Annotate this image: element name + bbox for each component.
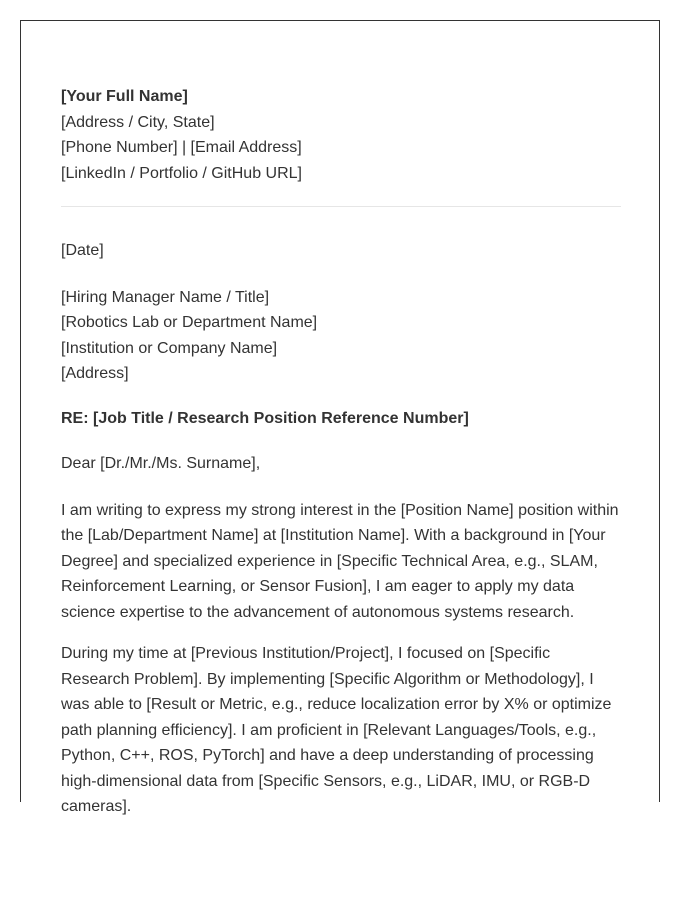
- sender-name: [Your Full Name]: [61, 88, 188, 105]
- paragraph-line: the [Lab/Department Name] at [Institution Name]. With a background in [Your: [61, 527, 606, 544]
- recipient-block: [61, 285, 627, 387]
- body-paragraph-1: [61, 498, 627, 626]
- paragraph-line: Research Problem]. By implementing [Specific Algorithm or Methodology], I: [61, 670, 594, 688]
- letter-page: [20, 20, 660, 815]
- sender-contact: [Phone Number] | [Email Address]: [61, 139, 302, 156]
- paragraph-line: During my time at [Previous Institution/Project], I focused on [Specific: [61, 645, 551, 662]
- paragraph-line: high-dimensional data from [Specific Sensors, e.g., LiDAR, IMU, or RGB-D: [61, 772, 591, 790]
- body-paragraph-2: [61, 641, 627, 820]
- paragraph-line: Reinforcement Learning, or Sensor Fusion], I am eager to apply my data: [61, 578, 575, 595]
- header-divider: [61, 206, 621, 207]
- letter-content: [61, 84, 627, 820]
- paragraph-line: Python, C++, ROS, PyTorch] and have a deep understanding of processing: [61, 747, 594, 764]
- letter-date: [Date]: [61, 242, 104, 259]
- paragraph-line: science expertise to the advancement of autonomous systems research.: [61, 603, 575, 621]
- sender-block: [61, 84, 627, 186]
- paragraph-line: path planning efficiency]. I am proficient in [Relevant Languages/Tools, e.g.,: [61, 721, 597, 739]
- recipient-manager: [Hiring Manager Name / Title]: [61, 288, 270, 306]
- paragraph-line: I am writing to express my strong interest in the [Position Name] position within: [61, 501, 619, 519]
- paragraph-line: cameras].: [61, 798, 132, 815]
- salutation: Dear [Dr./Mr./Ms. Surname],: [61, 455, 261, 472]
- subject-line: RE: [Job Title / Research Position Reference Number]: [61, 409, 469, 427]
- paragraph-line: was able to [Result or Metric, e.g., reduce localization error by X% or optimize: [61, 696, 612, 713]
- recipient-institution: [Institution or Company Name]: [61, 339, 278, 357]
- recipient-lab: [Robotics Lab or Department Name]: [61, 314, 318, 331]
- paragraph-line: Degree] and specialized experience in [Specific Technical Area, e.g., SLAM,: [61, 552, 598, 570]
- recipient-address: [Address]: [61, 365, 129, 382]
- sender-links: [LinkedIn / Portfolio / GitHub URL]: [61, 164, 302, 182]
- sender-address: [Address / City, State]: [61, 113, 215, 131]
